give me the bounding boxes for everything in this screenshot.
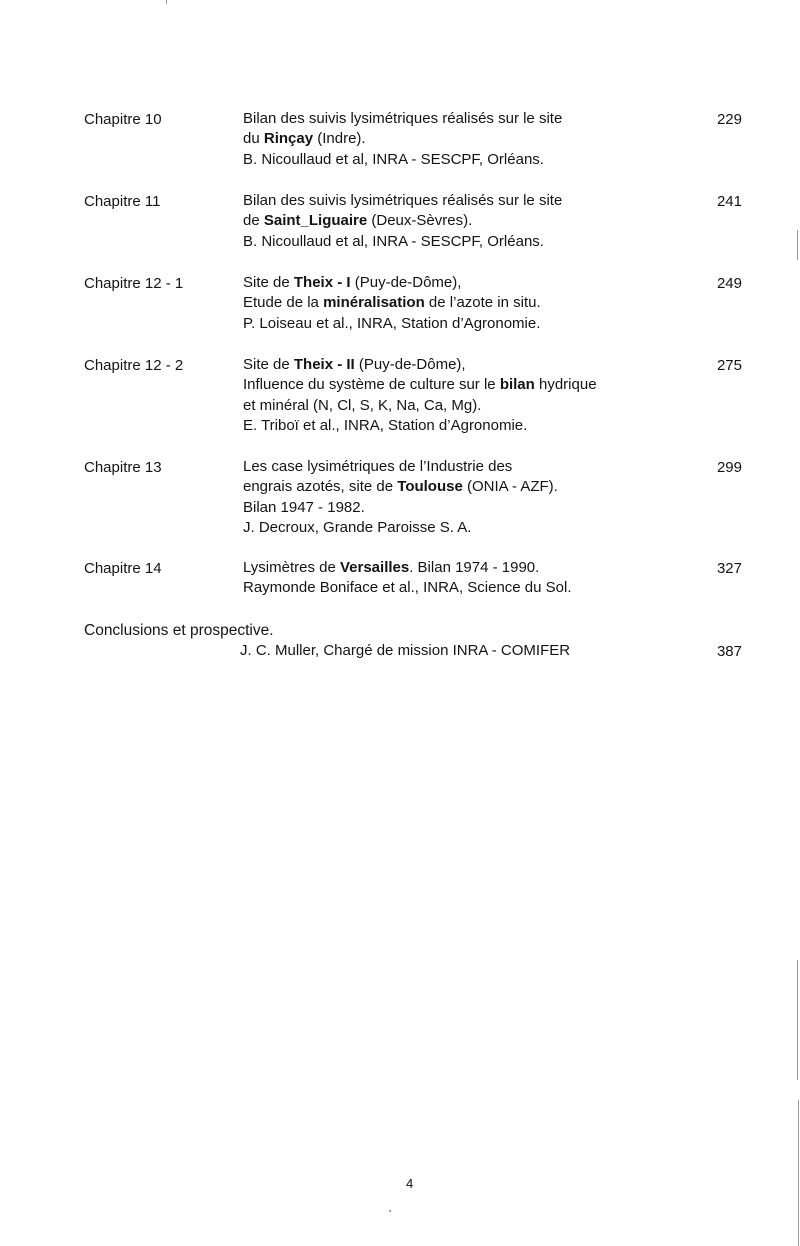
chapter-description xyxy=(243,191,693,252)
page-number: 327 xyxy=(716,560,742,577)
scan-edge-mark xyxy=(798,1100,799,1246)
chapter-description xyxy=(243,273,693,334)
desc-text: (ONIA - AZF). xyxy=(462,478,558,496)
author-line: J. C. Muller, Chargé de mission INRA - COMIFER xyxy=(240,642,571,659)
site-name: Versailles xyxy=(339,559,410,576)
chapter-description xyxy=(243,109,693,170)
desc-text: Lysimètres de xyxy=(243,559,340,576)
chapter-description xyxy=(240,641,690,661)
author-line: B. Nicoullaud et al, INRA - SESCPF, Orléans. xyxy=(243,150,544,168)
desc-text: . Bilan 1974 - 1990. xyxy=(409,559,540,576)
footer-page-number: 4 xyxy=(406,1176,414,1191)
desc-text: hydrique xyxy=(534,376,597,394)
chapter-description xyxy=(243,457,693,538)
page-number: 249 xyxy=(716,275,742,292)
desc-line xyxy=(243,355,693,375)
desc-text: (Puy-de-Dôme), xyxy=(354,356,466,373)
scan-edge-mark xyxy=(797,230,798,260)
desc-text: (Indre). xyxy=(313,130,366,148)
site-name: Toulouse xyxy=(397,478,463,496)
site-name: Saint_Liguaire xyxy=(263,212,368,230)
chapter-label: Chapitre 13 xyxy=(84,459,162,476)
page-number: 229 xyxy=(716,111,742,128)
desc-line xyxy=(243,477,693,497)
desc-line xyxy=(243,558,693,578)
page-number: 275 xyxy=(716,357,742,374)
author-line: P. Loiseau et al., INRA, Station d’Agronomie. xyxy=(243,314,541,332)
chapter-description xyxy=(243,558,693,599)
desc-text: de l’azote in situ. xyxy=(424,294,541,312)
chapter-label: Chapitre 10 xyxy=(84,111,162,128)
conclusions-title: Conclusions et prospective. xyxy=(84,622,274,639)
desc-text: Site de xyxy=(243,356,294,373)
scan-edge-mark xyxy=(797,960,798,1080)
site-name: Theix - I xyxy=(293,274,351,291)
desc-text: de xyxy=(243,212,264,230)
author-line: E. Triboï et al., INRA, Station d’Agronomie. xyxy=(243,416,528,434)
site-name: Theix - II xyxy=(293,356,355,373)
chapter-label: Chapitre 12 - 1 xyxy=(84,275,184,292)
page-number: 387 xyxy=(716,643,742,660)
desc-line xyxy=(243,375,693,395)
chapter-description xyxy=(243,355,693,436)
keyword: minéralisation xyxy=(323,294,425,312)
desc-line: et minéral (N, Cl, S, K, Na, Ca, Mg). xyxy=(243,396,482,414)
desc-text: Etude de la xyxy=(243,294,324,312)
site-name: Rinçay xyxy=(263,130,314,148)
desc-text: engrais azotés, site de xyxy=(243,478,398,496)
desc-line: Les case lysimétriques de l’Industrie des xyxy=(243,458,513,475)
desc-text: du xyxy=(243,130,264,148)
desc-text: (Deux-Sèvres). xyxy=(367,212,473,230)
desc-text: Influence du système de culture sur le xyxy=(243,376,500,394)
chapter-label: Chapitre 12 - 2 xyxy=(84,357,184,374)
desc-line xyxy=(243,211,693,231)
chapter-label: Chapitre 11 xyxy=(84,193,161,210)
author-line: Raymonde Boniface et al., INRA, Science du Sol. xyxy=(243,579,572,597)
chapter-label: Chapitre 14 xyxy=(84,560,162,577)
author-line: B. Nicoullaud et al, INRA - SESCPF, Orléans. xyxy=(243,232,544,250)
scan-speck xyxy=(166,0,167,4)
desc-line xyxy=(243,129,693,149)
scan-speck xyxy=(389,1210,391,1212)
page-number: 299 xyxy=(716,459,742,476)
desc-line xyxy=(243,273,693,293)
desc-text: Site de xyxy=(243,274,294,291)
desc-text: (Puy-de-Dôme), xyxy=(350,274,462,291)
author-line: J. Decroux, Grande Paroisse S. A. xyxy=(243,518,472,536)
desc-line: Bilan des suivis lysimétriques réalisés sur le site xyxy=(243,192,563,209)
page-number: 241 xyxy=(716,193,742,210)
desc-line: Bilan 1947 - 1982. xyxy=(243,498,365,516)
desc-line xyxy=(243,293,693,313)
keyword: bilan xyxy=(499,376,535,394)
desc-line: Bilan des suivis lysimétriques réalisés sur le site xyxy=(243,110,563,127)
